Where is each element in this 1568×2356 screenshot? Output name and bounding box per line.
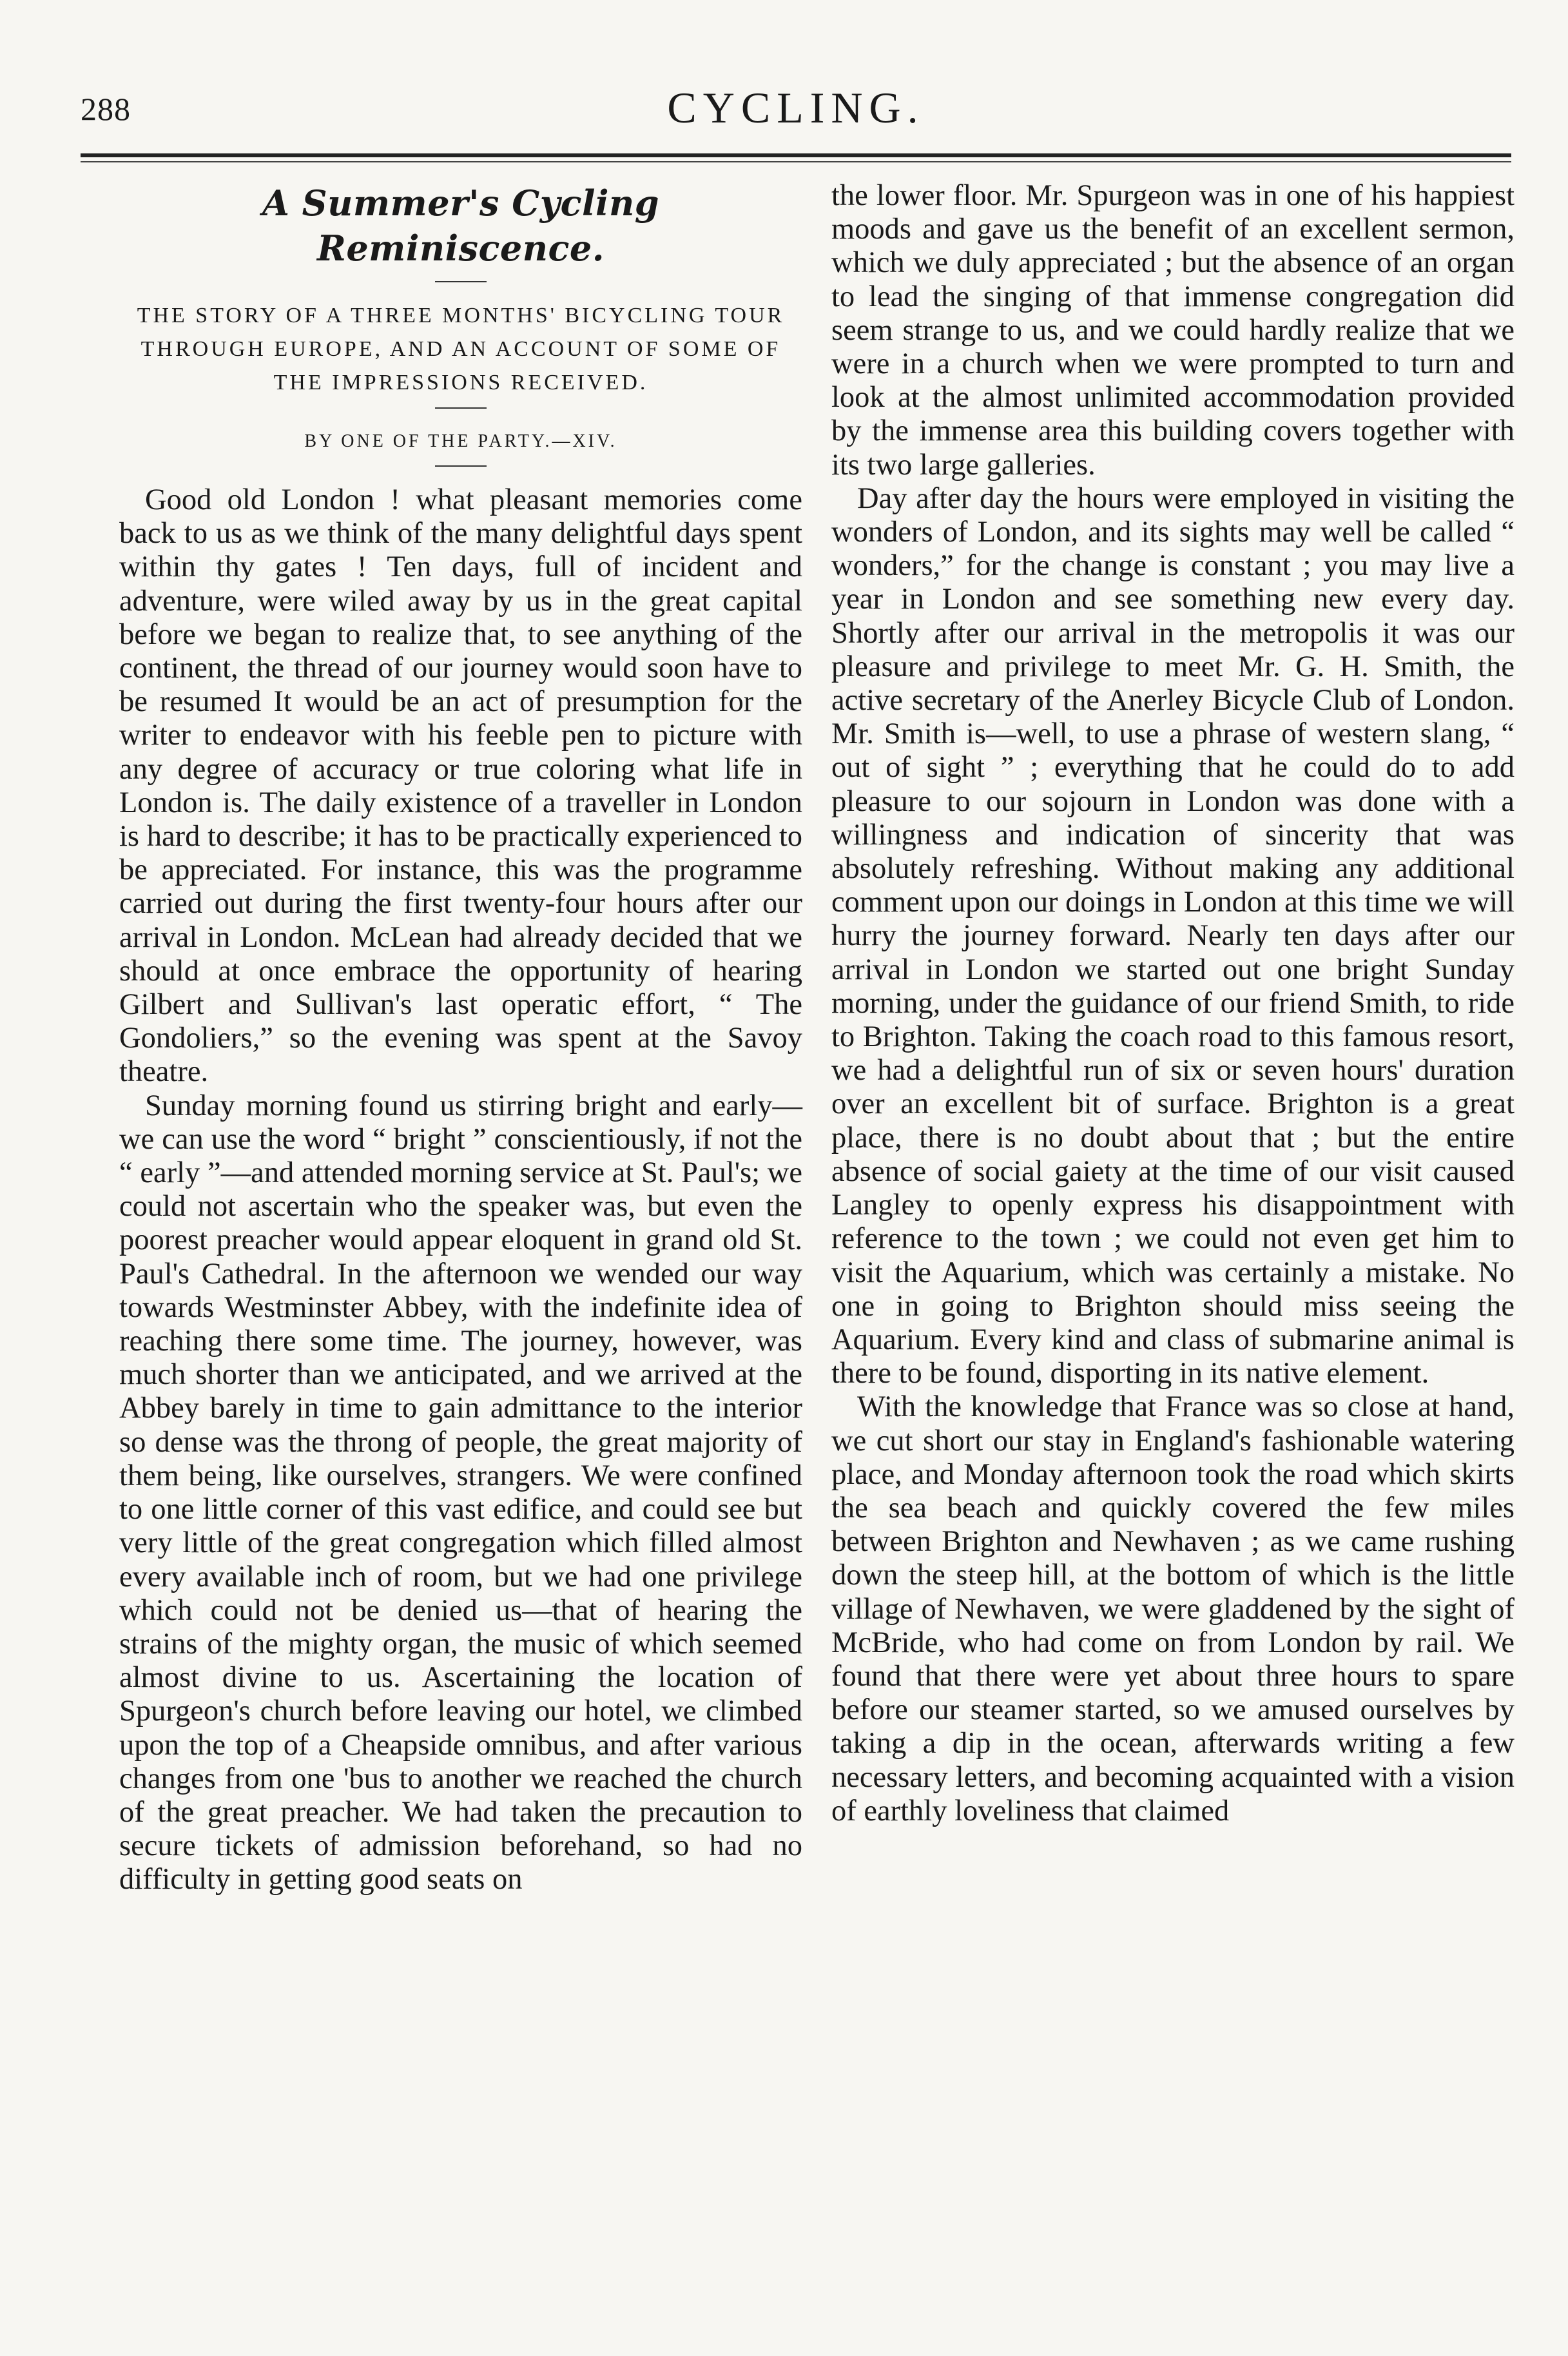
paragraph: Sunday morning found us stirring bright and early—we can use the word “ bright ” conscientiously, if not the “ early ”—and attended morning service at St. Paul's; we could not ascertain who the speaker was, but even the poorest preacher would appear eloquent in grand old St. Paul's Cathedral. In the afternoon we wended our way towards Westminster Abbey, with the indefinite idea of reaching there some time. The journey, however, was much shorter than we anticipated, and we arrived at the Abbey barely in time to gain admittance to the interior so dense was the throng of people, the great majority of them being, like ourselves, strangers. We were confined to one little corner of this vast edifice, and could see but very little of the great congregation which filled almost every available inch of room, but we had one privilege which could not be denied us—that of hearing the strains of the mighty organ, the music of which seemed almost divine to us. Ascertaining the location of Spurgeon's church before leaving our hotel, we climbed upon the top of a Cheapside omnibus, and after various changes from one 'bus to another we reached the church of the great preacher. We had taken the precaution to secure tickets of admission beforehand, so had no difficulty in getting good seats on — [119, 1089, 802, 1896]
right-column — [831, 179, 1515, 1828]
article-subtitle: THE STORY OF A THREE MONTHS' BICYCLING TOUR THROUGH EUROPE, AND AN ACCOUNT OF SOME OF THE IMPRESSIONS RECEIVED. — [137, 304, 785, 394]
title-divider — [435, 281, 487, 282]
header-rule — [81, 153, 1511, 157]
paragraph: Day after day the hours were employed in visiting the wonders of London, and its sights may well be called “ wonders,” for the change is constant ; you may live a year in London and see something new every day. Shortly after our arrival in the metropolis it was our pleasure and privilege to meet Mr. G. H. Smith, the active secretary of the Anerley Bicycle Club of London. Mr. Smith is—well, to use a phrase of western slang, “ out of sight ” ; everything that he could do to add pleasure to our sojourn in London was done with a willingness and indication of sincerity that was absolutely refreshing. Without making any additional comment upon our doings in London at this time we will hurry the journey forward. Nearly ten days after our arrival in London we started out one bright Sunday morning, under the guidance of our friend Smith, to ride to Brighton. Taking the coach road to this famous resort, we had a delightful run of six or seven hours' duration over an excellent bit of surface. Brighton is a great place, there is no doubt about that ; but the entire absence of social gaiety at the time of our visit caused Langley to openly express his disappointment with reference to the town ; we could not even get him to visit the Aquarium, which was certainly a mistake. No one in going to Brighton should miss seeing the Aquarium. Every kind and class of submarine animal is there to be found, disporting in its native element. — [831, 482, 1515, 1390]
byline-divider — [435, 465, 487, 467]
paragraph: the lower floor. Mr. Spurgeon was in one of his happiest moods and gave us the benefit of an excellent sermon, which we duly appreciated ; but the absence of an organ to lead the singing of that immense congregation did seem strange to us, and we could hardly realize that we were in a church when we were prompted to turn and look at the almost unlimited accommodation provided by the immense area this building covers together with its two large galleries. — [831, 179, 1515, 482]
running-title: CYCLING. — [667, 83, 925, 132]
page-header — [81, 77, 1511, 155]
paragraph: With the knowledge that France was so close at hand, we cut short our stay in England's fashionable watering place, and Monday afternoon took the road which skirts the sea beach and quickly covered the few miles between Brighton and Newhaven ; as we came rushing down the steep hill, at the bottom of which is the little village of Newhaven, we were gladdened by the sight of McBride, who had come on from London by rail. We found that there were yet about three hours to spare before our steamer started, so we amused ourselves by taking a dip in the ocean, afterwards writing a few necessary letters, and becoming acquainted with a vision of earthly loveliness that claimed — [831, 1390, 1515, 1827]
header-rule-thin — [81, 161, 1511, 162]
article-byline: BY ONE OF THE PARTY.—XIV. — [304, 431, 617, 451]
subtitle-divider — [435, 407, 487, 409]
left-column — [119, 180, 802, 1897]
article-title: A Summer's Cycling Reminiscence. — [262, 182, 660, 269]
paragraph: Good old London ! what pleasant memories come back to us as we think of the many delightful days spent within thy gates ! Ten days, full of incident and adventure, were wiled away by us in the great capital before we began to realize that, to see anything of the continent, the thread of our journey would soon have to be resumed It would be an act of presumption for the writer to endeavor with his feeble pen to picture with any degree of accuracy or true coloring what life in London is. The daily existence of a traveller in London is hard to describe; it has to be practically experienced to be appreciated. For instance, this was the programme carried out during the first twenty-four hours after our arrival in London. McLean had already decided that we should at once embrace the opportunity of hearing Gilbert and Sullivan's last operatic effort, “ The Gondoliers,” so the evening was spent at the Savoy theatre. — [119, 483, 802, 1089]
page-number: 288 — [81, 91, 131, 127]
